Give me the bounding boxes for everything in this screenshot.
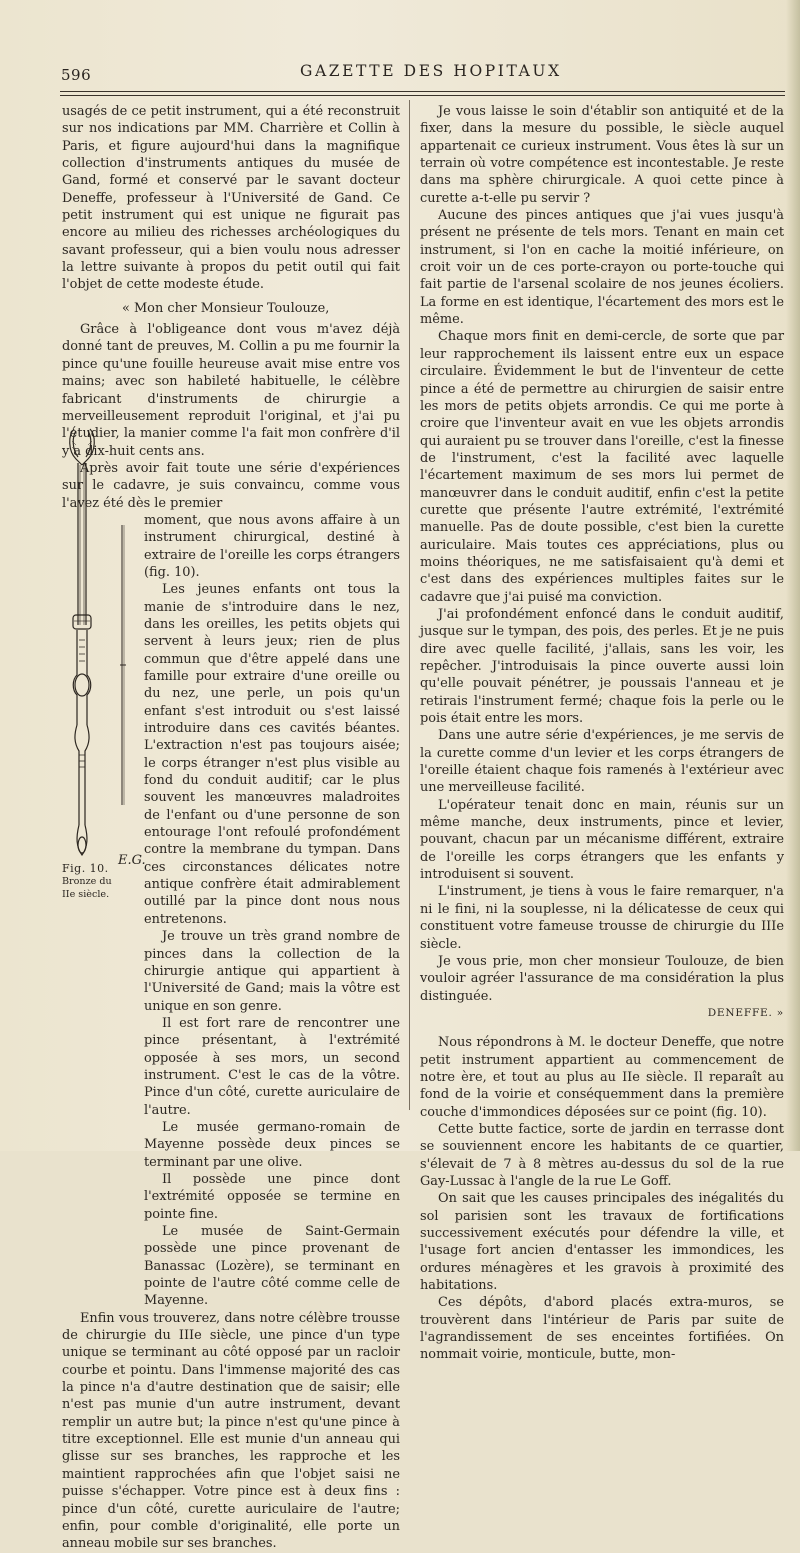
paragraph: Chaque mors finit en demi-cercle, de sorte que par leur rapprochement ils laissent entre eux un espace circulaire. Évidemment le but de l'inventeur de cette pince a été de permettre au chirurgien de saisir entre les mors de petits objets arrondis. Ce qui me porte à croire que l'inventeur avait en vue les objets arrondis qui auraient pu se trouver dans l'oreille, c'est la finesse de l'instrument, c'est la facilité avec laquelle l'écartement maximum de ses mors lui permet de manœuvrer dans le conduit auditif, enfin c'est la petite curette que présente l'autre extrémité, l'extrémité manuelle. Pas de doute possible, c'est bien la curette auriculaire. Mais toutes ces appréciations, plus ou moins théoriques, ne me satisfaisaient qu'à demi et c'est dans des expériences multiples faites sur le cadavre que j'ai puisé ma conviction. [420, 329, 784, 605]
paragraph: Le musée de Saint-Germain possède une pince provenant de Banassac (Lozère), se terminant en pointe de l'autre côté comme celle de Mayenne. [144, 1224, 400, 1309]
section-gap [420, 1022, 784, 1034]
paragraph: Grâce à l'obligeance dont vous m'avez déjà donné tant de preuves, M. Collin a pu me fournir la pince qu'une fouille heureuse avait mise entre vos mains; avec son habileté habituelle, le célèbre fabricant d'instruments de chirurgie a merveilleusement reproduit l'original, et j'ai pu l'étudier, la manier comme l'a fait mon confrère d'il y a dix-huit cents ans. [62, 322, 400, 459]
text-beside-figure [144, 512, 400, 1310]
column-separator [409, 100, 410, 1110]
engraver-initials: E.G. [118, 853, 146, 868]
paragraph: Après avoir fait toute une série d'expériences sur le cadavre, je suis convaincu, comme vous l'avez été dès le premier [62, 460, 400, 511]
paragraph: Enfin vous trouverez, dans notre célèbre trousse de chirurgie du IIIe siècle, une pince d'un type unique se terminant au côté opposé par un racloir courbe et pointu. Dans l'immense majorité des cas la pince n'a d'autre destination que de saisir; elle n'est pas munie d'un autre instrument, devant remplir un autre but; la pince n'est qu'une pince à titre exceptionnel. Elle est munie d'un anneau qui glisse sur ses branches, les rapproche et les maintient rapprochées afin que l'objet saisi ne puisse s'échapper. Votre pince est à deux fins : pince d'un côté, curette auriculaire de l'autre; enfin, pour comble d'originalité, elle porte un anneau mobile sur ses branches. [62, 1310, 400, 1552]
paragraph: Il est fort rare de rencontrer une pince présentant, à l'extrémité opposée à ses mors, un second instrument. C'est le cas de la vôtre. Pince d'un côté, curette auriculaire de l'autre. [144, 1015, 400, 1118]
paragraph: Je trouve un très grand nombre de pinces dans la collection de la chirurgie antique qui appartient à l'Université de Gand; mais la vôtre est unique en son genre. [144, 929, 400, 1014]
paragraph: moment, que nous avons affaire à un instrument chirurgical, destiné à extraire de l'oreille les corps étrangers (fig. 10). [144, 512, 400, 580]
figure-caption-line-2: IIe siècle. [62, 889, 110, 900]
paragraph: Je vous laisse le soin d'établir son antiquité et de la fixer, dans la mesure du possible, le siècle auquel appartenait ce curieux instrument. Vous êtes là sur un terrain où votre compétence est incontestable. Je reste dans ma sphère chirurgicale. A quoi cette pince à curette a-t-elle pu servir ? [420, 104, 784, 206]
paragraph: Ces dépôts, d'abord placés extra-muros, se trouvèrent dans l'intérieur de Paris par suite de l'agrandissement de ses enceintes fortifiées. On nommait voirie, monticule, butte, mon- [420, 1295, 784, 1363]
right-column [420, 103, 784, 1364]
signature: DENEFFE. » [707, 1006, 784, 1019]
paragraph: Les jeunes enfants ont tous la manie de s'introduire dans le nez, dans les oreilles, les petits objets qui servent à leurs jeux; rien de plus commun que d'être appelé dans une famille pour extraire d'une oreille ou du nez, une perle, un pois qu'un enfant s'est introduit ou s'est laissé introduire dans ces cavités béantes. L'extraction n'est pas toujours aisée; le corps étranger n'est plus visible au fond du conduit auditif; car le plus souvent les manœuvres maladroites de l'enfant ou d'une personne de son entourage l'ont refoulé profondément contre la membrane du tympan. Dans ces circonstances délicates notre antique confrère était admirablement outillé par la pince dont nous nous entretenons. [144, 582, 400, 927]
figure-caption-line-1: Bronze du [62, 876, 112, 887]
paragraph: L'instrument, je tiens à vous le faire remarquer, n'a ni le fini, ni la souplesse, ni la délicatesse de ceux qui constituent votre fameuse trousse de chirurgie du IIIe siècle. [420, 884, 784, 952]
figure-label: Fig. 10. [62, 862, 109, 875]
paragraph: Il possède une pince dont l'extrémité opposée se termine en pointe fine. [144, 1171, 400, 1222]
paragraph: J'ai profondément enfoncé dans le conduit auditif, jusque sur le tympan, des pois, des perles. Et je ne puis dire avec quelle facilité, j'allais, sans les voir, les repêcher. J'introduisais la pince ouverte aussi loin qu'elle pouvait pénétrer, je poussais l'anneau et je retirais l'instrument fermé; chaque fois la perle ou le pois était entre les mors. [420, 606, 784, 727]
paragraph: Nous répondrons à M. le docteur Deneffe, que notre petit instrument appartient au commencement de notre ère, et tout au plus au IIe siècle. Il reparaît au fond de la voirie et conséquemment dans la première couche d'immondices déposées sur ce point (fig. 10). [420, 1035, 784, 1120]
paragraph: Aucune des pinces antiques que j'ai vues jusqu'à présent ne présente de tels mors. Tenant en main cet instrument, si l'on en cache la moitié inférieure, on croit voir un de ces porte-crayon ou porte-touche qui fait partie de l'arsenal scolaire de nos jeunes écoliers. La forme en est identique, l'écartement des mors est le même. [420, 208, 784, 328]
header-rule-thin [60, 95, 785, 96]
paragraph: Je vous prie, mon cher monsieur Toulouze, de bien vouloir agréer l'assurance de ma considération la plus distinguée. [420, 953, 784, 1004]
paragraph: L'opérateur tenait donc en main, réunis sur un même manche, deux instruments, pince et levier, pouvant, chacun par un mécanisme différent, extraire de l'oreille les corps étrangers que les enfants y introduisent si souvent. [420, 797, 784, 883]
page-number: 596 [61, 66, 92, 84]
left-column [62, 103, 400, 1553]
paragraph: Le musée germano-romain de Mayenne possède deux pinces se terminant par une olive. [144, 1119, 400, 1170]
header-rule [60, 91, 785, 92]
paragraph: Dans une autre série d'expériences, je me servis de la curette comme d'un levier et les corps étrangers de l'oreille étaient chaque fois ramenés à l'extérieur avec une merveilleuse facilité. [420, 728, 784, 796]
letter-salutation: « Mon cher Monsieur Toulouze, [122, 300, 330, 316]
paragraph: usagés de ce petit instrument, qui a été reconstruit sur nos indications par MM. Charrière et Collin à Paris, et figure aujourd'hui dans la magnifique collection d'instruments antiques du musée de Gand, formé et conservé par le savant docteur Deneffe, professeur à l'Université de Gand. Ce petit instrument qui est unique ne figurait pas encore au milieu des richesses archéologiques du savant professeur, qui a bien voulu nous adresser la lettre suivante à propos du petit outil qui fait l'objet de cette modeste étude. [62, 104, 400, 293]
paragraph: Cette butte factice, sorte de jardin en terrasse dont se souviennent encore les habitants de ce quartier, s'élevait de 7 à 8 mètres au-dessus du sol de la rue Gay-Lussac à l'angle de la rue Le Goff. [420, 1121, 784, 1189]
paragraph: On sait que les causes principales des inégalités du sol parisien sont les travaux de fortifications successivement exécutés pour défendre la ville, et l'usage fort ancien d'entasser les immondices, les ordures ménagères et les gravois à proximité des habitations. [420, 1191, 784, 1294]
page-edge-shadow [786, 0, 800, 1151]
running-head: GAZETTE DES HOPITAUX [300, 62, 562, 80]
